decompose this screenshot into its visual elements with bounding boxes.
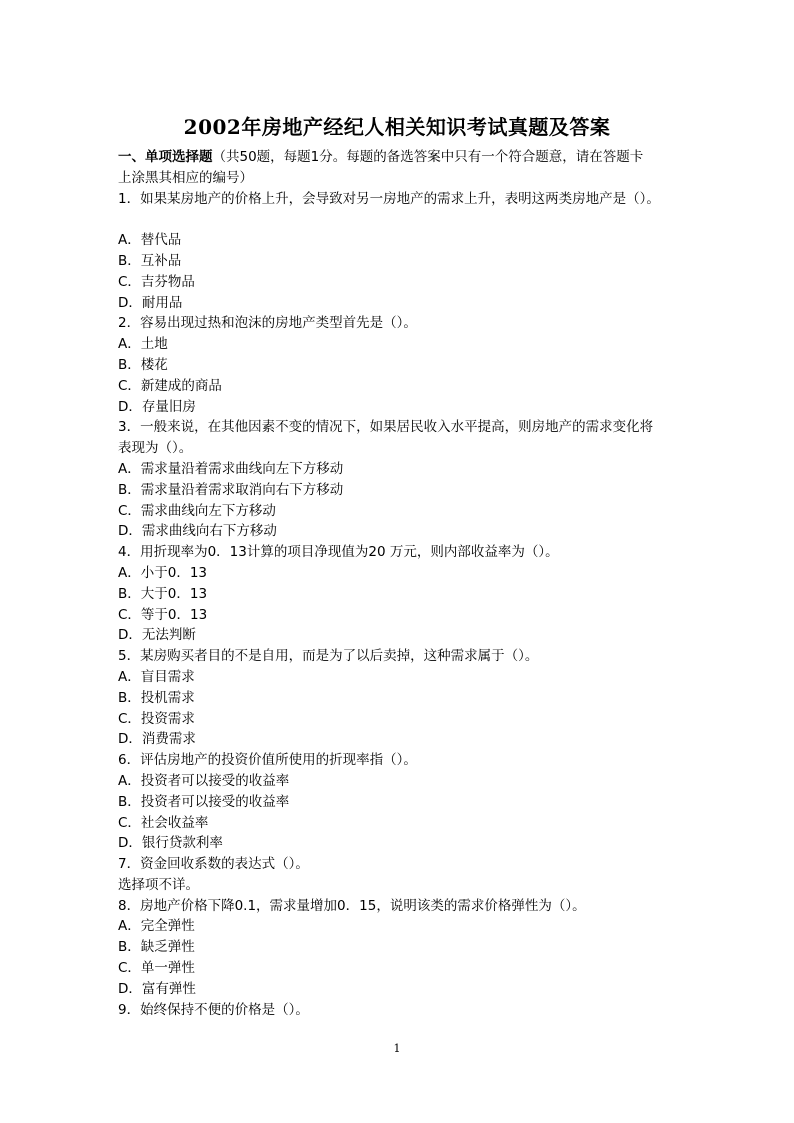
question-list xyxy=(118,189,683,1021)
section-description-line-1: （共50题，每题1分。每题的备选答案中只有一个符合题意，请在答题卡 xyxy=(212,149,644,165)
answer-option: D．需求曲线向右下方移动 xyxy=(118,523,277,540)
question-stem: 1．如果某房地产的价格上升，会导致对另一房地产的需求上升，表明这两类房地产是（）。 xyxy=(118,190,660,207)
question-item xyxy=(118,1000,683,1021)
answer-option: D．耐用品 xyxy=(118,294,183,311)
answer-option: C．等于0．13 xyxy=(118,606,208,623)
answer-option: C．社会收益率 xyxy=(118,814,209,831)
question-item xyxy=(118,313,683,417)
answer-option: D．银行贷款利率 xyxy=(118,835,223,852)
question-stem: 2．容易出现过热和泡沫的房地产类型首先是（）。 xyxy=(118,315,417,332)
page-number: 1 xyxy=(393,1042,401,1055)
section-description-line-2: 上涂黑其相应的编号） xyxy=(118,169,253,186)
answer-option: A．盲目需求 xyxy=(118,668,195,685)
document-content xyxy=(118,147,683,1020)
question-item xyxy=(118,896,683,1000)
question-stem: 表现为（）。 xyxy=(118,440,193,457)
answer-option: B．投机需求 xyxy=(118,689,195,706)
question-stem: 9．始终保持不便的价格是（）。 xyxy=(118,1001,309,1018)
question-item xyxy=(118,189,683,314)
question-item xyxy=(118,750,683,854)
question-item xyxy=(118,417,683,542)
question-stem: 6．评估房地产的投资价值所使用的折现率指（）。 xyxy=(118,752,417,769)
answer-option: C．吉芬物品 xyxy=(118,273,195,290)
document-title: 2002年房地产经纪人相关知识考试真题及答案 xyxy=(183,115,611,139)
answer-option: A．投资者可以接受的收益率 xyxy=(118,772,290,789)
answer-option: A．土地 xyxy=(118,336,168,353)
answer-option: D．存量旧房 xyxy=(118,398,196,415)
answer-option: D．富有弹性 xyxy=(118,980,196,997)
answer-option: B．需求量沿着需求取消向右下方移动 xyxy=(118,481,344,498)
answer-option: A．小于0．13 xyxy=(118,564,208,581)
answer-option: D．无法判断 xyxy=(118,627,196,644)
answer-option: A．完全弹性 xyxy=(118,918,195,935)
answer-option: B．大于0．13 xyxy=(118,585,208,602)
question-stem: 8．房地产价格下降0.1，需求量增加0．15，说明该类的需求价格弹性为（）。 xyxy=(118,897,586,914)
question-stem: 4．用折现率为0．13计算的项目净现值为20 万元，则内部收益率为（）。 xyxy=(118,544,559,561)
answer-option: A．需求量沿着需求曲线向左下方移动 xyxy=(118,460,344,477)
answer-option: C．需求曲线向左下方移动 xyxy=(118,502,276,519)
answer-option: C．单一弹性 xyxy=(118,960,195,977)
answer-option: B．投资者可以接受的收益率 xyxy=(118,793,290,810)
answer-option: A．替代品 xyxy=(118,232,182,249)
answer-option: D．消费需求 xyxy=(118,731,196,748)
section-label: 一、单项选择题 xyxy=(118,149,213,165)
question-item xyxy=(118,646,683,750)
answer-option: C．投资需求 xyxy=(118,710,195,727)
question-stem: 5．某房购买者目的不是自用，而是为了以后卖掉，这种需求属于（）。 xyxy=(118,648,539,665)
section-heading-line-1 xyxy=(118,147,683,168)
question-stem: 3．一般来说，在其他因素不变的情况下，如果居民收入水平提高，则房地产的需求变化将 xyxy=(118,419,654,436)
question-stem: 7．资金回收系数的表达式（）。 xyxy=(118,856,309,873)
answer-option: B．互补品 xyxy=(118,252,182,269)
question-item xyxy=(118,854,683,896)
answer-option: B．缺乏弹性 xyxy=(118,939,195,956)
answer-option: B．楼花 xyxy=(118,356,168,373)
blank-line xyxy=(118,209,683,230)
answer-option: C．新建成的商品 xyxy=(118,377,222,394)
question-item xyxy=(118,542,683,646)
answer-option: 选择项不详。 xyxy=(118,876,199,893)
